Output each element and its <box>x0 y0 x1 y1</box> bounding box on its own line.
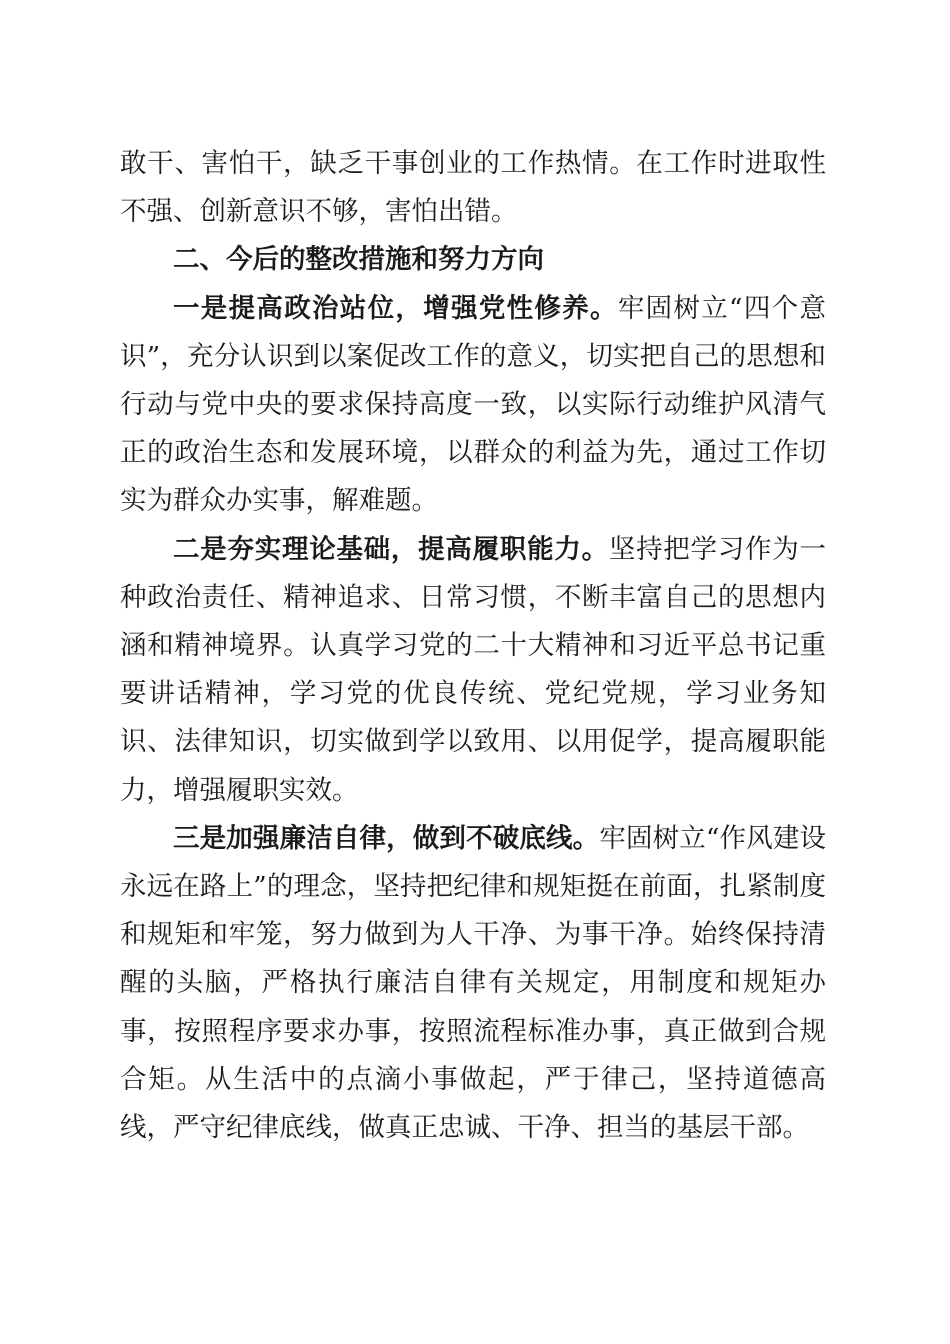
measure-lead-1: 一是提高政治站位，增强党性修养。 <box>173 292 618 324</box>
measure-paragraph-2 <box>120 526 826 815</box>
continuation-paragraph <box>120 140 826 236</box>
continuation-text: 敢干、害怕干，缺乏干事创业的工作热情。在工作时进取性不强、创新意识不够，害怕出错。 <box>120 148 826 228</box>
section-heading: 二、今后的整改措施和努力方向 <box>173 244 544 276</box>
measure-paragraph-1 <box>120 285 826 526</box>
measure-lead-3: 三是加强廉洁自律，做到不破底线。 <box>173 822 600 854</box>
document-body <box>120 140 826 1152</box>
measure-text-2: 坚持把学习作为一种政治责任、精神追求、日常习惯，不断丰富自己的思想内涵和精神境界。认真学习党的二十大精神和习近平总书记重要讲话精神，学习党的优良传统、党纪党规，学习业务知识、法律知识，切实做到学以致用、以用促学，提高履职能力，增强履职实效。 <box>120 533 827 806</box>
measure-paragraph-3 <box>120 815 826 1152</box>
measure-text-1: 牢固树立“四个意识”，充分认识到以案促改工作的意义，切实把自己的思想和行动与党中央的要求保持高度一致，以实际行动维护风清气正的政治生态和发展环境，以群众的利益为先，通过工作切实为群众办实事，解难题。 <box>120 292 826 517</box>
measure-text-3: 牢固树立“作风建设永远在路上”的理念，坚持把纪律和规矩挺在前面，扎紧制度和规矩和牢笼，努力做到为人干净、为事干净。始终保持清醒的头脑，严格执行廉洁自律有关规定，用制度和规矩办事，按照程序要求办事，按照流程标准办事，真正做到合规合矩。从生活中的点滴小事做起，严于律己，坚持道德高线，严守纪律底线，做真正忠诚、干净、担当的基层干部。 <box>120 822 826 1144</box>
measure-lead-2: 二是夯实理论基础，提高履职能力。 <box>173 533 609 565</box>
